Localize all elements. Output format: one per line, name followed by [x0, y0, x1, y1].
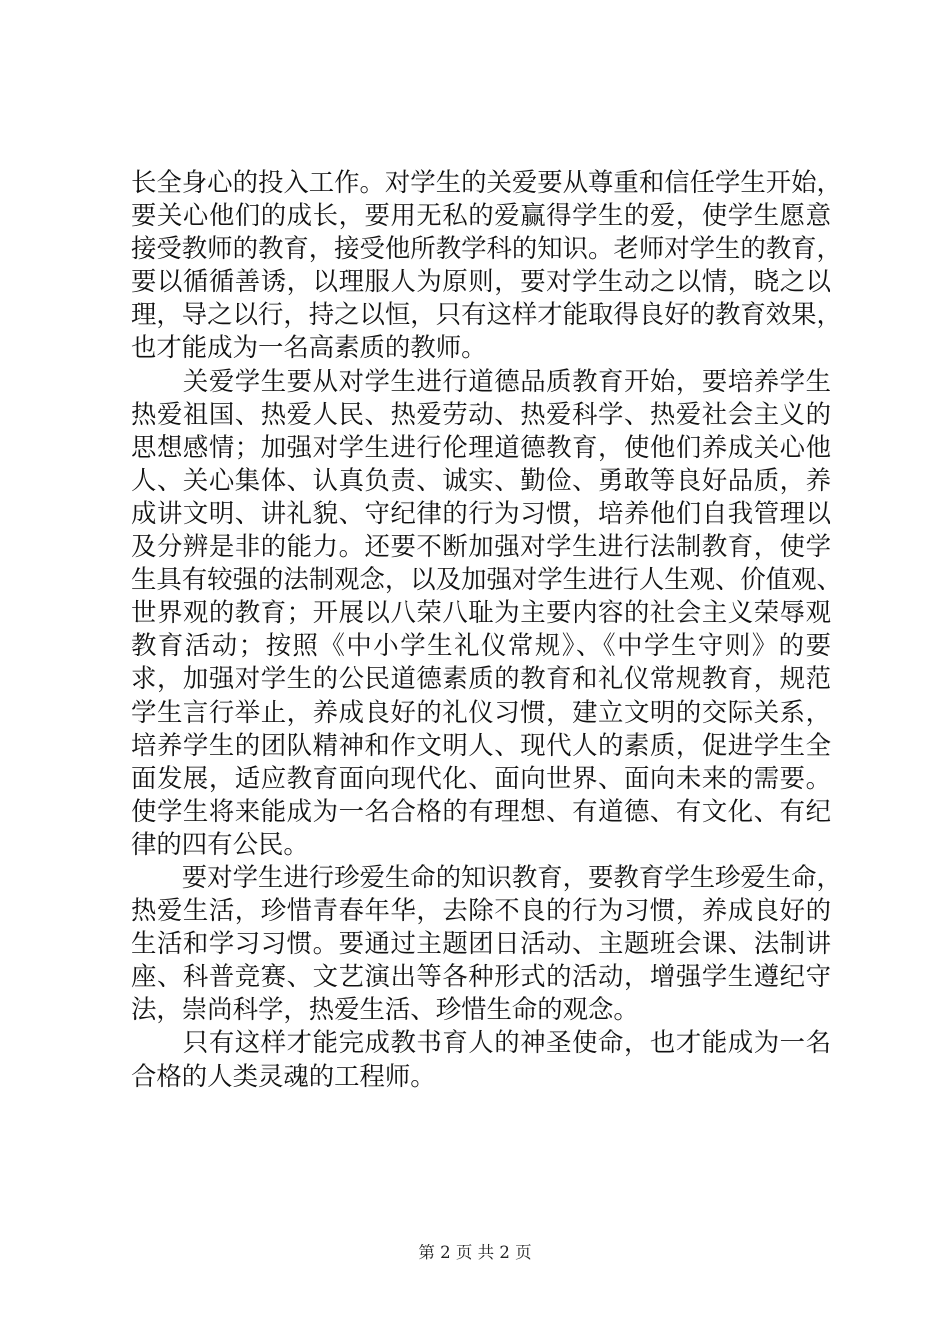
text-line: 座、科普竞赛、文艺演出等各种形式的活动，增强学生遵纪守	[131, 961, 831, 992]
text-line: 及分辨是非的能力。还要不断加强对学生进行法制教育，使学	[131, 531, 831, 562]
text-line: 热爱生活，珍惜青春年华，去除不良的行为习惯，养成良好的	[131, 895, 831, 926]
text-line: 生活和学习习惯。要通过主题团日活动、主题班会课、法制讲	[131, 928, 831, 959]
text-line: 热爱祖国、热爱人民、热爱劳动、热爱科学、热爱社会主义的	[131, 398, 831, 429]
text-line: 律的四有公民。	[131, 828, 309, 859]
text-line: 法，崇尚科学，热爱生活、珍惜生命的观念。	[131, 994, 639, 1025]
text-line: 思想感情；加强对学生进行伦理道德教育，使他们养成关心他	[131, 431, 831, 462]
text-line: 只有这样才能完成教书育人的神圣使命，也才能成为一名	[131, 1027, 831, 1058]
text-line: 接受教师的教育，接受他所教学科的知识。老师对学生的教育，	[131, 233, 842, 264]
text-line: 世界观的教育；开展以八荣八耻为主要内容的社会主义荣辱观	[131, 597, 831, 628]
text-line: 培养学生的团队精神和作文明人、现代人的素质，促进学生全	[131, 729, 831, 760]
text-line: 要对学生进行珍爱生命的知识教育，要教育学生珍爱生命，	[131, 861, 842, 892]
body-text	[131, 166, 842, 1093]
text-line: 求，加强对学生的公民道德素质的教育和礼仪常规教育，规范	[131, 663, 831, 694]
text-line: 长全身心的投入工作。对学生的关爱要从尊重和信任学生开始，	[131, 167, 842, 197]
text-line: 使学生将来能成为一名合格的有理想、有道德、有文化、有纪	[131, 795, 831, 826]
text-line: 要以循循善诱，以理服人为原则，要对学生动之以情，晓之以	[131, 266, 831, 297]
text-line: 理，导之以行，持之以恒，只有这样才能取得良好的教育效果，	[131, 299, 842, 330]
text-line: 也才能成为一名高素质的教师。	[131, 332, 487, 363]
text-line: 成讲文明、讲礼貌、守纪律的行为习惯，培养他们自我管理以	[131, 497, 831, 528]
text-line: 生具有较强的法制观念，以及加强对学生进行人生观、价值观、	[131, 564, 842, 595]
text-line: 关爱学生要从对学生进行道德品质教育开始，要培养学生	[131, 365, 831, 396]
text-line: 教育活动；按照《中小学生礼仪常规》、《中学生守则》的要	[131, 630, 831, 661]
text-line: 合格的人类灵魂的工程师。	[131, 1060, 436, 1091]
text-line: 面发展，适应教育面向现代化、面向世界、面向未来的需要。	[131, 762, 831, 793]
text-line: 学生言行举止，养成良好的礼仪习惯，建立文明的交际关系，	[131, 696, 831, 727]
text-line: 人、关心集体、认真负责、诚实、勤俭、勇敢等良好品质，养	[131, 464, 831, 495]
page-footer: 第 2 页 共 2 页	[418, 1243, 532, 1262]
text-line: 要关心他们的成长，要用无私的爱赢得学生的爱，使学生愿意	[131, 200, 831, 231]
